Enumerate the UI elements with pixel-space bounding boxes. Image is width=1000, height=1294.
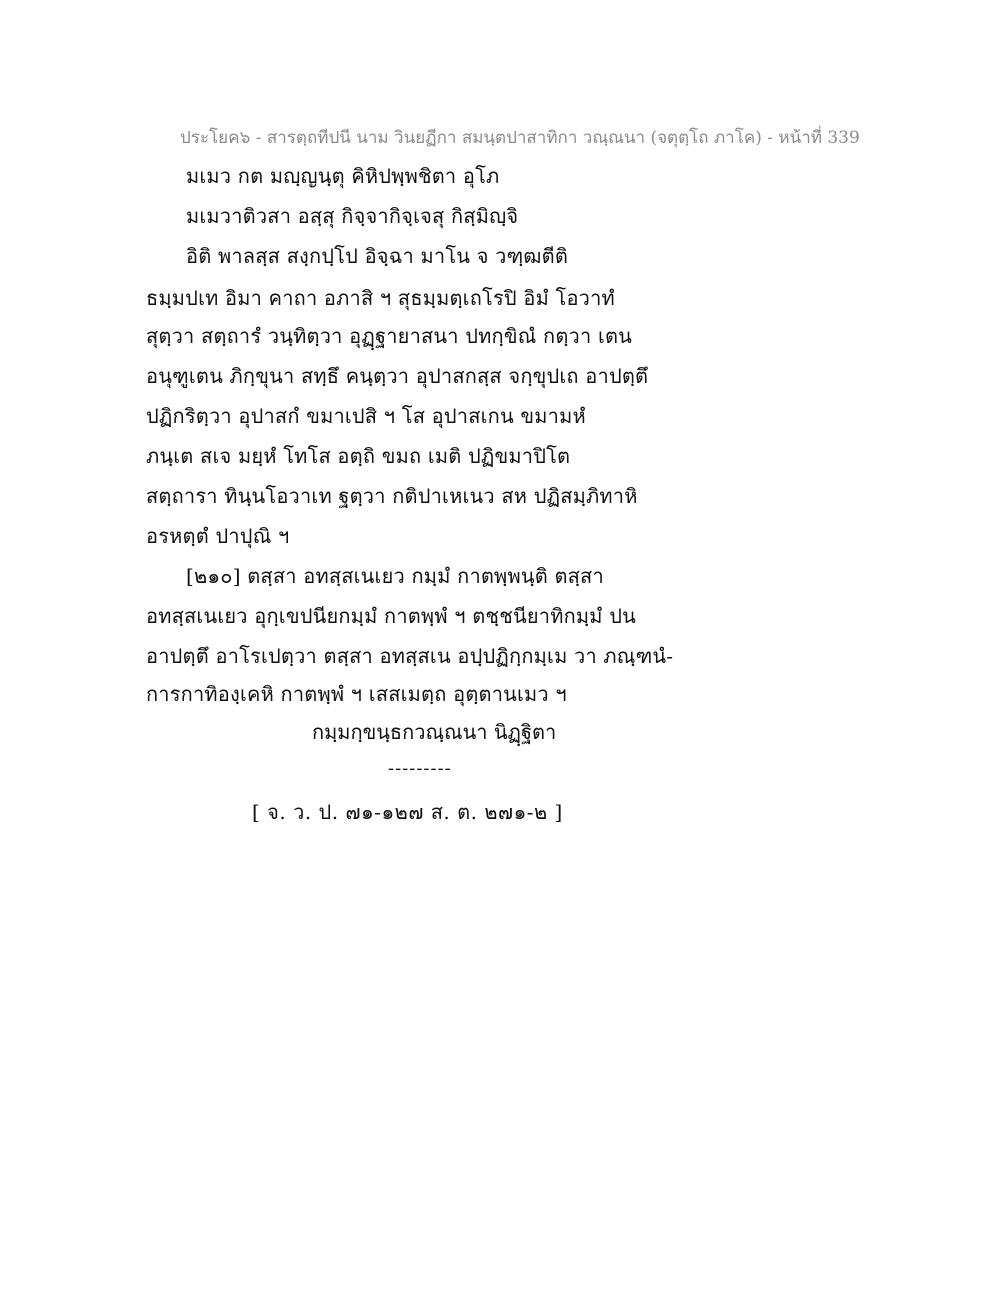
paragraph-line: สุตฺวา สตฺถารํ วนฺทิตฺวา อุฏฺฐายาสนา ปทกฺขิณํ กตฺวา เตน bbox=[146, 324, 633, 348]
verse-line-3: อิติ พาลสฺส สงฺกปฺโป อิจฺฉา มาโน จ วฑฺฒตีติ bbox=[186, 244, 569, 268]
separator-rule: --------- bbox=[388, 758, 452, 779]
paragraph-line: สตฺถารา ทินฺนโอวาเท ฐตฺวา กติปาเหเนว สห ปฏิสมฺภิทาหิ bbox=[146, 484, 638, 508]
chapter-end-title: กมฺมกฺขนฺธกวณฺณนา นิฏฺฐิตา bbox=[312, 720, 557, 744]
paragraph-line: ภนฺเต สเจ มยฺหํ โทโส อตฺถิ ขมถ เมติ ปฏิขมาปิโต bbox=[146, 444, 571, 468]
paragraph-line: การกาทิองฺเคหิ กาตพฺพํ ฯ เสสเมตฺถ อุตฺตานเมว ฯ bbox=[146, 682, 567, 706]
paragraph-line: อาปตฺตึ อาโรเปตฺวา ตสฺสา อทสฺสเน อปฺปฏิกฺกมฺเม วา ภณฺฑนํ- bbox=[146, 644, 674, 668]
verse-line-2: มเมวาติวสา อสฺสุ กิจฺจากิจฺเจสุ กิสฺมิญฺจิ bbox=[186, 204, 519, 228]
paragraph-line: ปฏิกริตฺวา อุปาสกํ ขมาเปสิ ฯ โส อุปาสเกน ขมามหํ bbox=[146, 404, 586, 428]
verse-line-1: มเมว กต มญฺญนฺตุ คิหิปพฺพชิตา อุโภ bbox=[186, 164, 500, 188]
paragraph-line: อนุฑูเตน ภิกฺขุนา สทฺธึ คนฺตฺวา อุปาสกสฺส จกฺขุปเถ อาปตฺตึ bbox=[146, 364, 649, 388]
paragraph-line: อรหตฺตํ ปาปุณิ ฯ bbox=[146, 524, 290, 548]
paragraph-line: ธมฺมปเท อิมา คาถา อภาสิ ฯ สุธมฺมตฺเถโรปิ อิมํ โอวาทํ bbox=[146, 286, 615, 310]
page-header: ประโยค๖ - สารตฺถทีปนี นาม วินยฏีกา สมนฺตปาสาทิกา วณฺณนา (จตุตฺโถ ภาโค) - หน้าที่ 339 bbox=[180, 128, 860, 148]
paragraph-line: อทสฺสเนเยว อุกฺเขปนียกมฺมํ กาตพฺพํ ฯ ตชฺชนียาทิกมฺมํ ปน bbox=[146, 604, 636, 628]
numbered-paragraph-start: [๒๑๐] ตสฺสา อทสฺสเนเยว กมฺมํ กาตพฺพนฺติ ตสฺสา bbox=[186, 564, 604, 588]
cross-reference: [ จ. ว. ป. ๗๑-๑๒๗ ส. ต. ๒๗๑-๒ ] bbox=[252, 800, 563, 824]
